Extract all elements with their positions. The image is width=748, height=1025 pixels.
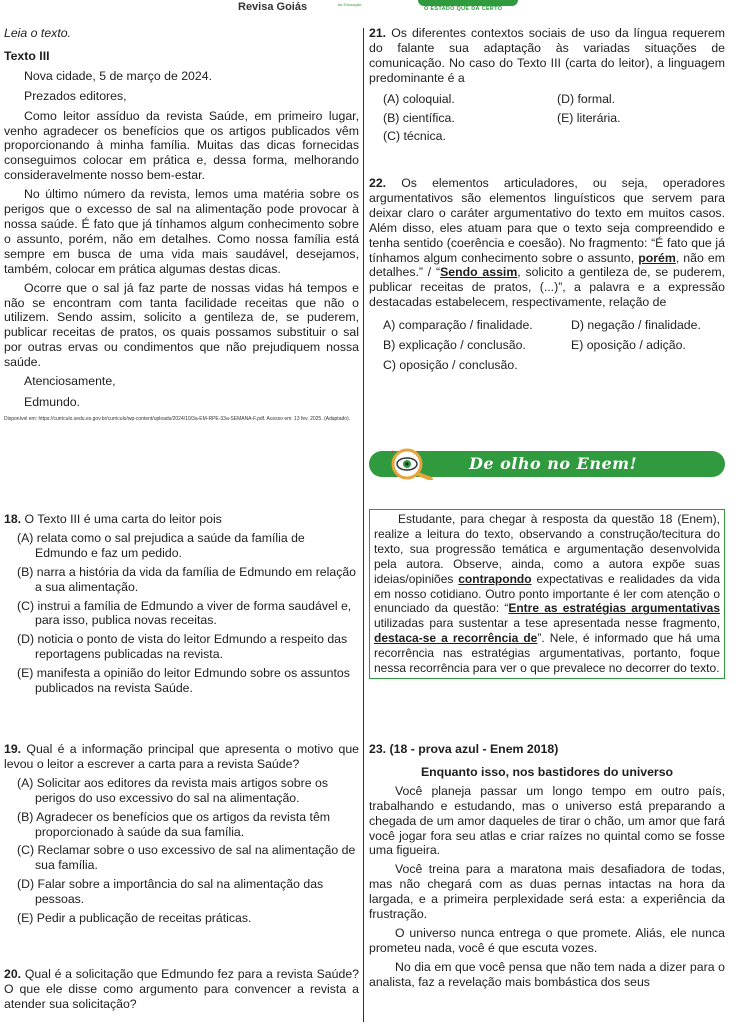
tip-highlight-contrapondo: contrapondo bbox=[458, 571, 532, 586]
q19-option-d[interactable]: (D) Falar sobre a importância do sal na alimentação das pessoas. bbox=[17, 877, 324, 907]
brand-name: Revisa Goiás bbox=[238, 1, 308, 13]
q19-number: 19. bbox=[4, 742, 22, 756]
q18-option-a[interactable]: (A) relata como o sal prejudica a saúde da família de Edmundo e faz um pedido. bbox=[17, 530, 305, 560]
q22-option-d[interactable]: D) negação / finalidade. bbox=[571, 318, 701, 333]
text-title: Texto III bbox=[4, 48, 50, 63]
logo-small-text: de Educação bbox=[338, 2, 362, 7]
q23-number: 23. bbox=[369, 742, 387, 756]
tip-highlight-recorrencia: destaca-se a recorrência de bbox=[374, 631, 538, 646]
q23-paragraph-1: Você planeja passar um longo tempo em outro país, trabalhando e estudando, mas o universo está preparando a chegada de um amor daqueles de tirar o chão, um amor que fará você jogar fora seu atlas e criar raízes no quintal como se fosse uma figueira. bbox=[369, 783, 725, 858]
q21-option-a[interactable]: (A) coloquial. bbox=[383, 91, 455, 106]
q23-paragraph-4: No dia em que você pensa que não tem nada a dizer para o analista, faz a revelação mais bombástica dos seus bbox=[369, 959, 725, 989]
q22-stem-a: Os elementos articuladores, ou seja, operadores argumentativos são elementos linguísticos que servem para deixar claro o caráter argumentativo do texto em muitos casos. Além disso, eles atuam para que o texto seja compreendido e tenha sentido (coerência e coesão). No fragmento: “É fato que já tínhamos algum conhecimento sobre o assunto, bbox=[369, 176, 725, 265]
q22-option-a[interactable]: A) comparação / finalidade. bbox=[383, 318, 533, 333]
q22-option-e[interactable]: E) oposição / adição. bbox=[571, 338, 686, 353]
q22-option-b[interactable]: B) explicação / conclusão. bbox=[383, 338, 526, 353]
q22-highlight-porem: porém bbox=[638, 250, 676, 265]
column-divider bbox=[363, 28, 364, 1022]
q18-option-e[interactable]: (E) manifesta a opinião do leitor Edmundo sobre os assuntos publicados na revista Saúde. bbox=[17, 666, 350, 696]
svg-text:+: + bbox=[391, 450, 395, 456]
letter-greeting: Prezados editores, bbox=[24, 88, 127, 103]
q21-option-d[interactable]: (D) formal. bbox=[557, 91, 616, 106]
q18-option-c[interactable]: (C) instrui a família de Edmundo a viver de forma saudável e, para isso, publica novas receitas. bbox=[17, 598, 352, 628]
letter-paragraph-2: No último número da revista, lemos uma matéria sobre os perigos que o excesso de sal na alimentação pode provocar à nossa saúde. É fato que já tínhamos algum conhecimento sobre o assunto, porém, não em detalhes. Como nossa família está sempre em busca de uma vida mais saudável, desejamos, também, colocar em prática algumas destas dicas. bbox=[4, 187, 359, 276]
q23-paragraph-2: Você treina para a maratona mais desafiadora de todas, mas não chegará com as duas pernas intactas na hora da largada, e a primeira perplexidade será esta: a experiência da frustração. bbox=[369, 862, 725, 922]
q19-option-b[interactable]: (B) Agradecer os benefícios que os artigos da revista têm proporcionado à saúde da sua família. bbox=[17, 809, 331, 839]
q22-highlight-sendo-assim: Sendo assim bbox=[440, 265, 518, 280]
q22-option-c[interactable]: C) oposição / conclusão. bbox=[383, 357, 518, 372]
q21-number: 21. bbox=[369, 26, 387, 40]
q23-text-title: Enquanto isso, nos bastidores do universo bbox=[420, 764, 674, 779]
letter-paragraph-1: Como leitor assíduo da revista Saúde, em primeiro lugar, venho agradecer os benefícios que os artigos publicados vêm proporcionando à minha família. Muitas das dicas fornecidas conseguimos colocar em prática e, dessa forma, melhorando consideravelmente nosso bem-estar. bbox=[4, 108, 359, 183]
q18-stem: O Texto III é uma carta do leitor pois bbox=[24, 512, 222, 526]
question-18 bbox=[4, 512, 359, 696]
letter-closing: Atenciosamente, bbox=[24, 374, 116, 389]
question-19 bbox=[4, 742, 359, 926]
q18-option-b[interactable]: (B) narra a história da vida da família de Edmundo em relação a sua alimentação. bbox=[17, 564, 357, 594]
q22-stem-b: , não em detalhes.” / “ bbox=[369, 250, 725, 280]
q20-stem: Qual é a solicitação que Edmundo fez para a revista Saúde? O que ele disse como argumento para convencer a revista a atender sua solicitação? bbox=[4, 967, 359, 1011]
tip-text-a: Estudante, para chegar à resposta da questão 18 (Enem), realize a leitura do texto, observando a construção/tecitura do texto, sua progressão temática e argumentação desenvolvida pela autora. Observe, ainda, como a autora expõe suas ideias/opiniões bbox=[374, 512, 720, 586]
q19-option-c[interactable]: (C) Reclamar sobre o uso excessivo de sal na alimentação de sua família. bbox=[17, 843, 356, 873]
q19-option-a[interactable]: (A) Solicitar aos editores da revista mais artigos sobre os perigos do uso excessivo do sal na alimentação. bbox=[17, 775, 328, 805]
q19-option-e[interactable]: (E) Pedir a publicação de receitas práticas. bbox=[17, 911, 252, 926]
letter-paragraph-3: Ocorre que o sal já faz parte de nossas vidas há tempos e não se encontram com tanta facilidade receitas que não o utilizem. Sendo assim, solicito a gentileza de, se puderem, publicar receitas de pratos, os quais possamos substituir o sal por outras ervas ou condimentos que não prejudiquem nossa saúde. bbox=[4, 280, 359, 370]
q22-stem-c: , solicito a gentileza de, se puderem, publicar receitas de pratos, (...)”, a palavra e a expressão destacadas estabelecem, respectivamente, relação de bbox=[369, 265, 725, 310]
question-21 bbox=[369, 26, 725, 144]
q21-option-b[interactable]: (B) científica. bbox=[383, 110, 455, 125]
question-23 bbox=[369, 742, 725, 990]
tip-text-d: ”. Nele, é informado que há uma recorrência nas estratégias argumentativas, portanto, foque nessa recorrência para ver o que prevalece no decorrer do texto. bbox=[374, 631, 720, 676]
letter-date: Nova cidade, 5 de março de 2024. bbox=[24, 68, 212, 83]
question-22 bbox=[369, 176, 725, 373]
q18-option-d[interactable]: (D) noticia o ponto de vista do leitor Edmundo a respeito das reportagens publicadas na revista. bbox=[17, 632, 348, 662]
q21-option-c[interactable]: (C) técnica. bbox=[383, 129, 446, 144]
question-20 bbox=[4, 967, 359, 1012]
state-logo-text: O ESTADO QUE DÁ CERTO bbox=[424, 6, 503, 12]
page-header bbox=[0, 0, 748, 16]
reading-instruction: Leia o texto. bbox=[4, 26, 71, 40]
q20-number: 20. bbox=[4, 967, 22, 981]
left-column bbox=[4, 26, 359, 422]
q23-paragraph-3: O universo nunca entrega o que promete. Aliás, ele nunca prometeu nada, você é que escuta vozes. bbox=[369, 925, 725, 955]
q21-option-e[interactable]: (E) literária. bbox=[557, 110, 621, 125]
tip-text-c: utilizadas para sustentar a tese apresentada nesse fragmento, bbox=[374, 616, 720, 631]
letter-signature: Edmundo. bbox=[24, 394, 81, 409]
source-citation: Disponível em: https://curriculo.sedu.es.gov.br/curriculo/wp-content/uploads/2024/10/3a-EM-RPE-33a-SEMANA-F.pdf. Acesso em: 13 fev. 2025. (Adaptado). bbox=[4, 415, 351, 422]
magnifier-eye-icon bbox=[389, 448, 437, 480]
enem-tip-box bbox=[369, 509, 725, 679]
enem-banner bbox=[369, 444, 725, 484]
q19-stem: Qual é a informação principal que apresenta o motivo que levou o leitor a escrever a carta para a revista Saúde? bbox=[4, 742, 360, 771]
q21-stem: Os diferentes contextos sociais de uso da língua requerem do falante sua adaptação às variadas situações de comunicação. No caso do Texto III (carta do leitor), a linguagem predominante é a bbox=[369, 26, 725, 85]
q18-number: 18. bbox=[4, 512, 22, 526]
banner-title: De olho no Enem! bbox=[469, 454, 638, 473]
tip-text-b: expectativas e realidades da vida em nosso cotidiano. Outro ponto importante é ler com atenção o enunciado da questão: “ bbox=[374, 571, 720, 616]
tip-highlight-estrategias: Entre as estratégias argumentativas bbox=[508, 601, 721, 616]
q22-number: 22. bbox=[369, 176, 387, 190]
q23-label: (18 - prova azul - Enem 2018) bbox=[389, 742, 559, 756]
